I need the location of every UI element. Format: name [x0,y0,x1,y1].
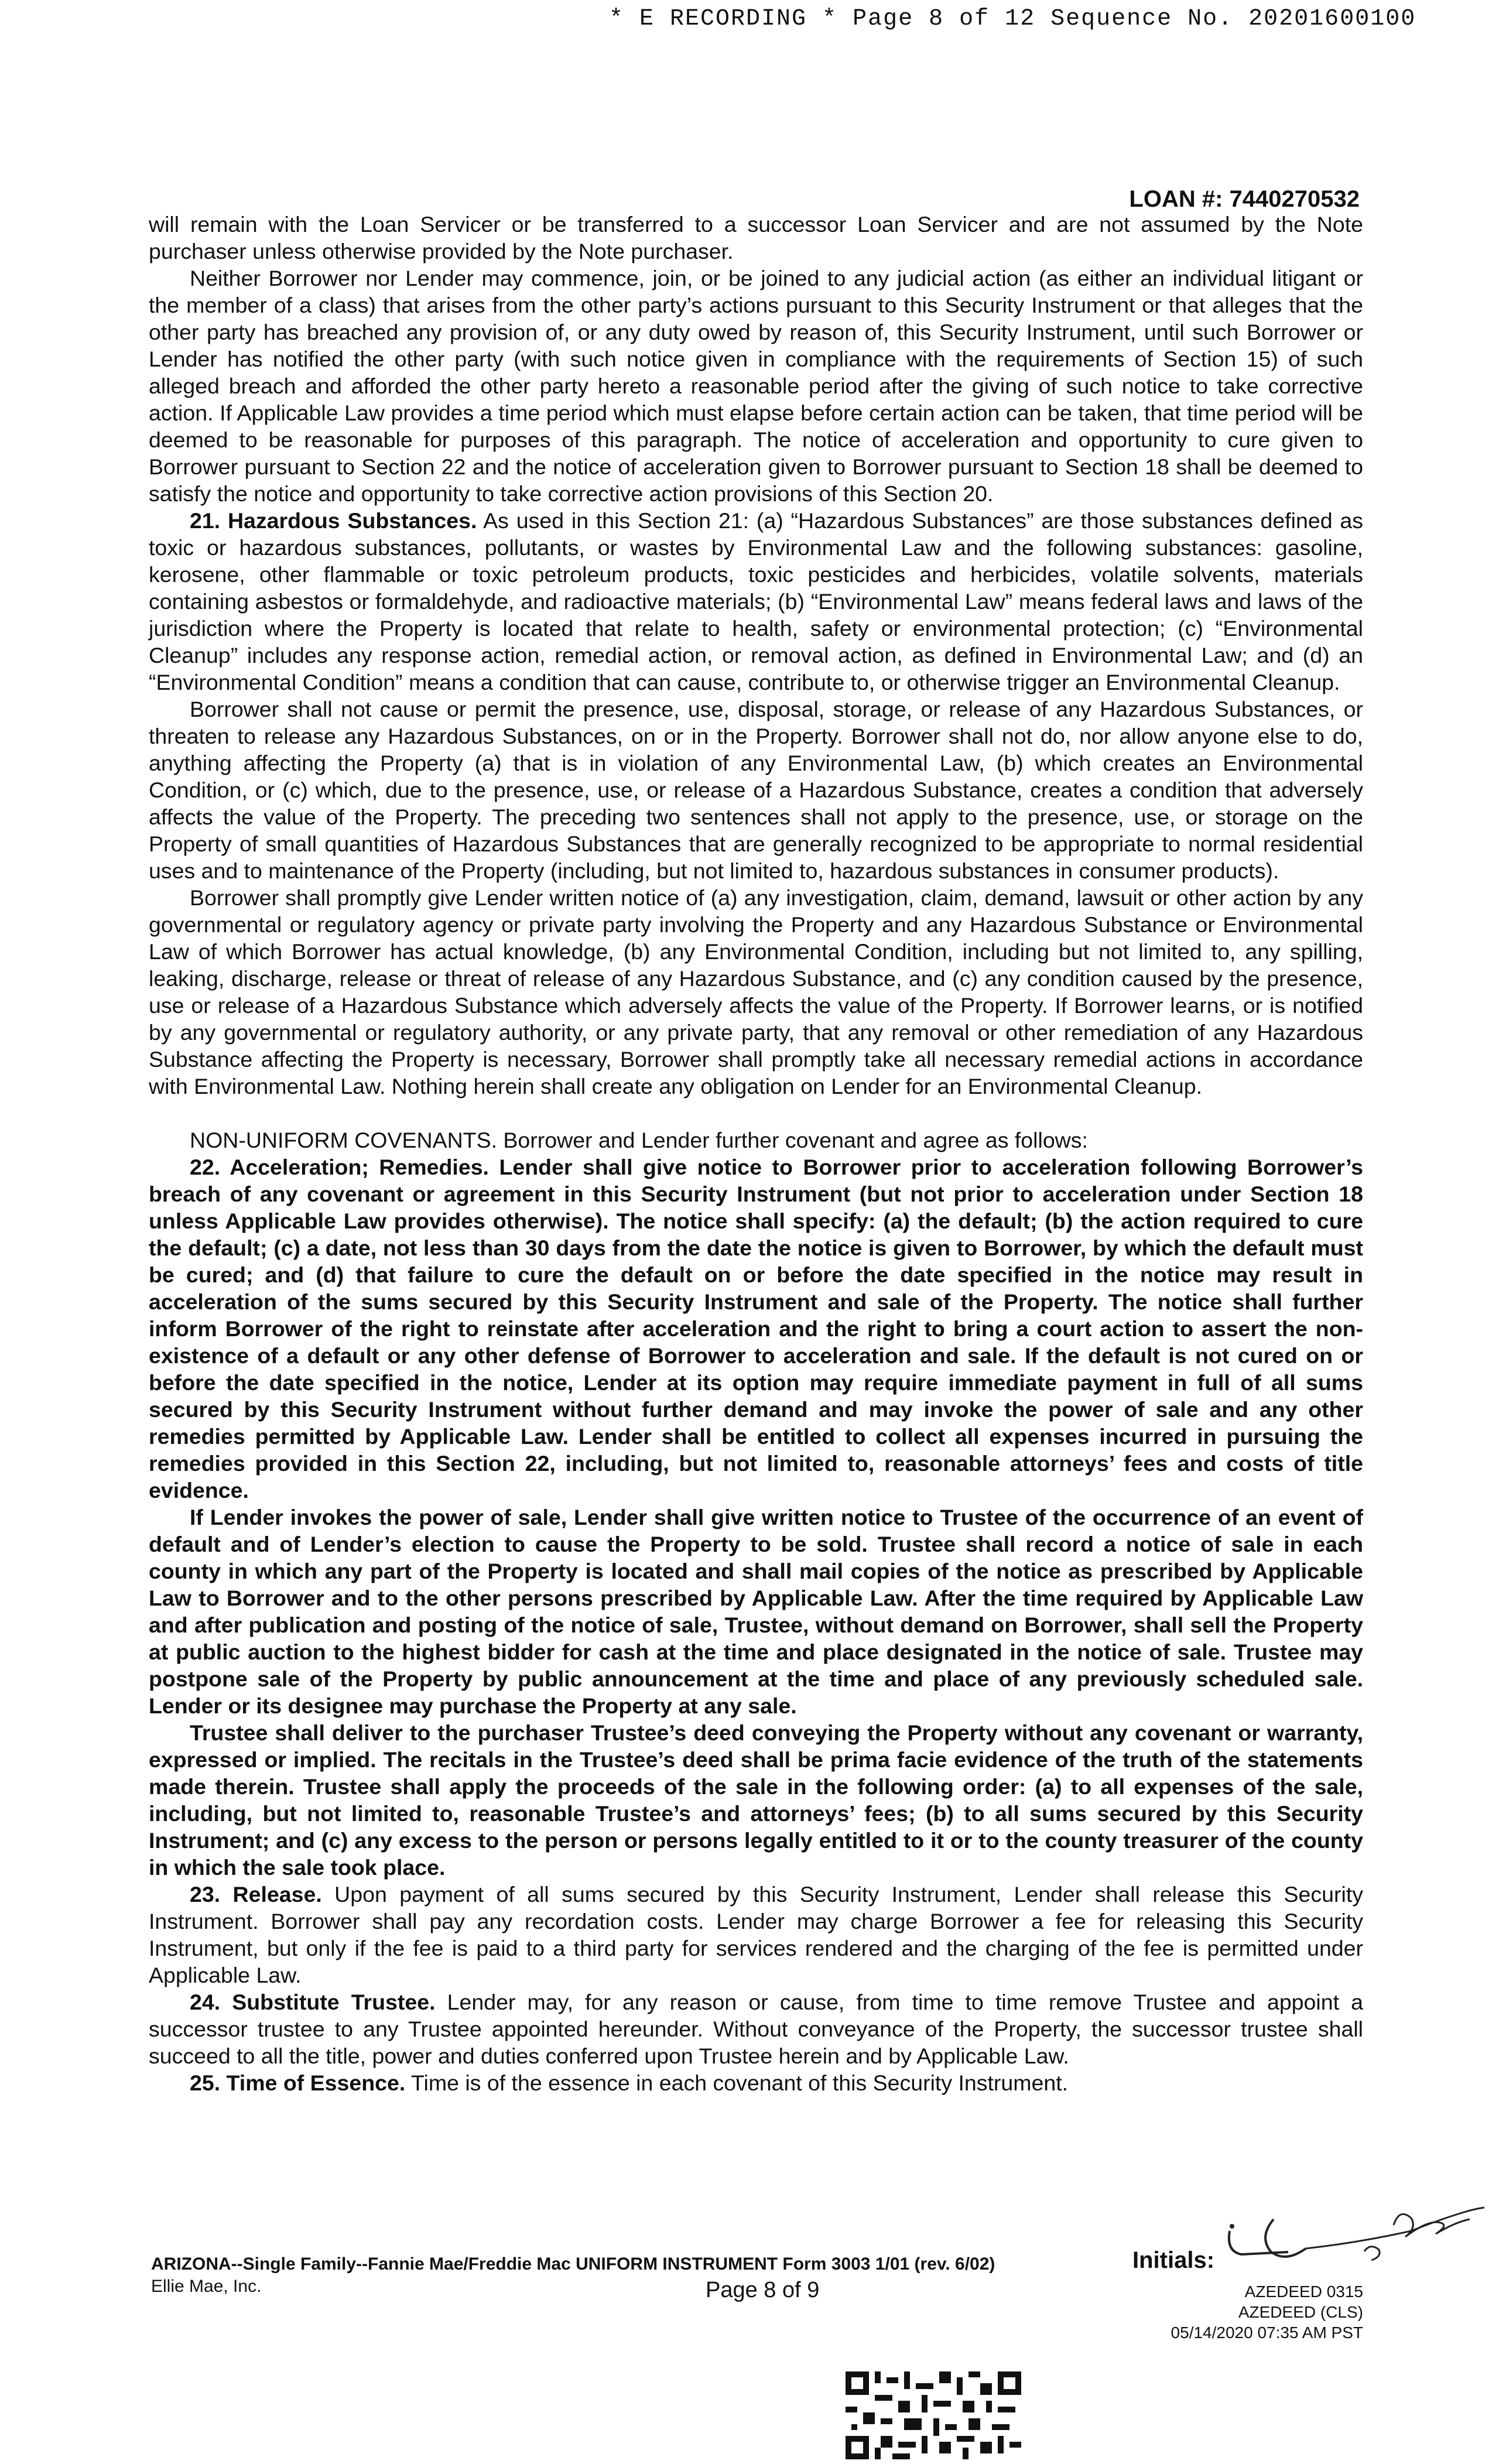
section-24-text: Lender may, for any reason or cause, from time to time remove Trustee and appoint a successor trustee to any Trustee appointed hereunder. Without conveyance of the Property, the successor trustee shall succeed to all the title, power and duties conferred upon Trustee herein and by Applicable Law. [149,1990,1363,2068]
section-23-heading: 23. Release. [190,1882,322,1907]
footer-form-info [151,2253,995,2298]
section-23-text: Upon payment of all sums secured by this Security Instrument, Lender shall release this Security Instrument. Borrower shall pay any recordation costs. Lender may charge Borrower a fee for releasing this Security Instrument, but only if the fee is paid to a third party for services rendered and the charging of the fee is permitted under Applicable Law. [149,1882,1363,1987]
section-23 [149,1881,1363,1989]
paragraph-power-of-sale: If Lender invokes the power of sale, Lender shall give written notice to Trustee of the occurrence of an event of default and of Lender’s election to cause the Property to be sold. Trustee shall record a notice of sale in each county in which any part of the Property is located and shall mail copies of the notice as prescribed by Applicable Law to Borrower and to the other persons prescribed by Applicable Law. After the time required by Applicable Law and after publication and posting of the notice of sale, Trustee, without demand on Borrower, shall sell the Property at public auction to the highest bidder for cash at the time and place designated in the notice of sale. Trustee may postpone sale of the Property by public announcement at the time and place of any previously scheduled sale. Lender or its designee may purchase the Property at any sale. [149,1505,1363,1718]
section-22: 22. Acceleration; Remedies. Lender shall give notice to Borrower prior to acceleration following Borrower’s breach of any covenant or agreement in this Security Instrument (but not prior to acceleration under Section 18 unless Applicable Law provides otherwise). The notice shall specify: (a) the default; (b) the action required to cure the default; (c) a date, not less than 30 days from the date the notice is given to Borrower, by which the default must be cured; and (d) that failure to cure the default on or before the date specified in the notice may result in acceleration of the sums secured by this Security Instrument and sale of the Property. The notice shall further inform Borrower of the right to reinstate after acceleration and the right to bring a court action to assert the non-existence of a default or any other defense of Borrower to acceleration and sale. If the default is not cured on or before the date specified in the notice, Lender at its option may require immediate payment in full of all sums secured by this Security Instrument without further demand and may invoke the power of sale and any other remedies permitted by Applicable Law. Lender shall be entitled to collect all expenses incurred in pursuing the remedies provided in this Section 22, including, but not limited to, reasonable attorneys’ fees and costs of title evidence. [149,1155,1363,1503]
section-25-heading: 25. Time of Essence. [190,2071,406,2095]
initials-label: Initials: [1132,2247,1215,2273]
section-25-text: Time is of the essence in each covenant of this Security Instrument. [405,2071,1069,2095]
vendor-name: Ellie Mae, Inc. [151,2277,262,2296]
loan-label: LOAN #: [1129,186,1223,212]
paragraph-trustee-deed: Trustee shall deliver to the purchaser Trustee’s deed conveying the Property without any covenant or warranty, expressed or implied. The recitals in the Trustee’s deed shall be prima facie evidence of the truth of the statements made therein. Trustee shall apply the proceeds of the sale in the following order: (a) to all expenses of the sale, including, but not limited to, reasonable Trustee’s and attorneys’ fees; (b) to all sums secured by this Security Instrument; and (c) any excess to the person or persons legally entitled to it or to the county treasurer of the county in which the sale took place. [149,1720,1363,1880]
paragraph-borrower-shall-not: Borrower shall not cause or permit the presence, use, disposal, storage, or release of any Hazardous Substances, or threaten to release any Hazardous Substances, on or in the Property. Borrower shall not do, nor allow anyone else to do, anything affecting the Property (a) that is in violation of any Environmental Law, (b) which creates an Environmental Condition, or (c) which, due to the presence, use, or release of a Hazardous Substance, creates a condition that adversely affects the value of the Property. The preceding two sentences shall not apply to the presence, use, or storage on the Property of small quantities of Hazardous Substances that are generally recognized to be appropriate to normal residential uses and to maintenance of the Property (including, but not limited to, hazardous substances in consumer products). [149,697,1363,883]
footer-codes [1171,2281,1363,2343]
loan-number: 7440270532 [1229,186,1360,212]
section-24-heading: 24. Substitute Trustee. [190,1990,436,2014]
page-number: Page 8 of 9 [706,2278,820,2302]
section-21-heading: 21. Hazardous Substances. [190,508,477,533]
print-timestamp: 05/14/2020 07:35 AM PST [1171,2323,1363,2342]
form-code: AZEDEED 0315 [1244,2282,1363,2301]
signature-icon [1218,2196,1493,2284]
form-code-cls: AZEDEED (CLS) [1238,2303,1363,2321]
document-body [149,211,1363,2096]
section-25 [149,2069,1363,2096]
loan-number-line [1129,186,1360,213]
non-uniform-covenants: NON-UNIFORM COVENANTS. Borrower and Lender further covenant and agree as follows: [190,1128,1088,1152]
recording-stamp: * E RECORDING * Page 8 of 12 Sequence No. 20201600100 [609,6,1416,32]
paragraph-borrower-notice: Borrower shall promptly give Lender written notice of (a) any investigation, claim, demand, lawsuit or other action by any governmental or regulatory agency or private party involving the Property and any Hazardous Substance or Environmental Law of which Borrower has actual knowledge, (b) any Environmental Condition, including but not limited to, any spilling, leaking, discharge, release or threat of release of any Hazardous Substance, and (c) any condition caused by the presence, use or release of a Hazardous Substance which adversely affects the value of the Property. If Borrower learns, or is notified by any governmental or regulatory authority, or any private party, that any removal or other remediation of any Hazardous Substance affecting the Property is necessary, Borrower shall promptly take all necessary remedial actions in accordance with Environmental Law. Nothing herein shall create any obligation on Lender for an Environmental Cleanup. [149,885,1363,1098]
form-line: ARIZONA--Single Family--Fannie Mae/Freddie Mac UNIFORM INSTRUMENT Form 3003 1/01 (rev. 6/02) [151,2254,995,2274]
section-21 [149,507,1363,696]
paragraph-judicial-action: Neither Borrower nor Lender may commence, join, or be joined to any judicial action (as either an individual litigant or the member of a class) that arises from the other party’s actions pursuant to this Security Instrument or that alleges that the other party has breached any provision of, or any duty owed by reason of, this Security Instrument, until such Borrower or Lender has notified the other party (with such notice given in compliance with the requirements of Section 15) of such alleged breach and afforded the other party hereto a reasonable period after the giving of such notice to take corrective action. If Applicable Law provides a time period which must elapse before certain action can be taken, that time period will be deemed to be reasonable for purposes of this paragraph. The notice of acceleration and opportunity to cure given to Borrower pursuant to Section 22 and the notice of acceleration given to Borrower pursuant to Section 18 shall be deemed to satisfy the notice and opportunity to take corrective action provisions of this Section 20. [149,266,1363,506]
paragraph-servicer: will remain with the Loan Servicer or be transferred to a successor Loan Servicer and are not assumed by the Note purchaser unless otherwise provided by the Note purchaser. [149,212,1363,263]
section-21-text: As used in this Section 21: (a) “Hazardous Substances” are those substances defined as toxic or hazardous substances, pollutants, or wastes by Environmental Law and the following substances: gasoline, kerosene, other flammable or toxic petroleum products, toxic pesticides and herbicides, volatile solvents, materials containing asbestos or formaldehyde, and radioactive materials; (b) “Environmental Law” means federal laws and laws of the jurisdiction where the Property is located that relate to health, safety or environmental protection; (c) “Environmental Cleanup” includes any response action, remedial action, or removal action, as defined in Environmental Law; and (d) an “Environmental Condition” means a condition that can cause, contribute to, or otherwise trigger an Environmental Cleanup. [149,508,1363,694]
qr-code-icon [846,2371,1021,2459]
section-24 [149,1989,1363,2069]
